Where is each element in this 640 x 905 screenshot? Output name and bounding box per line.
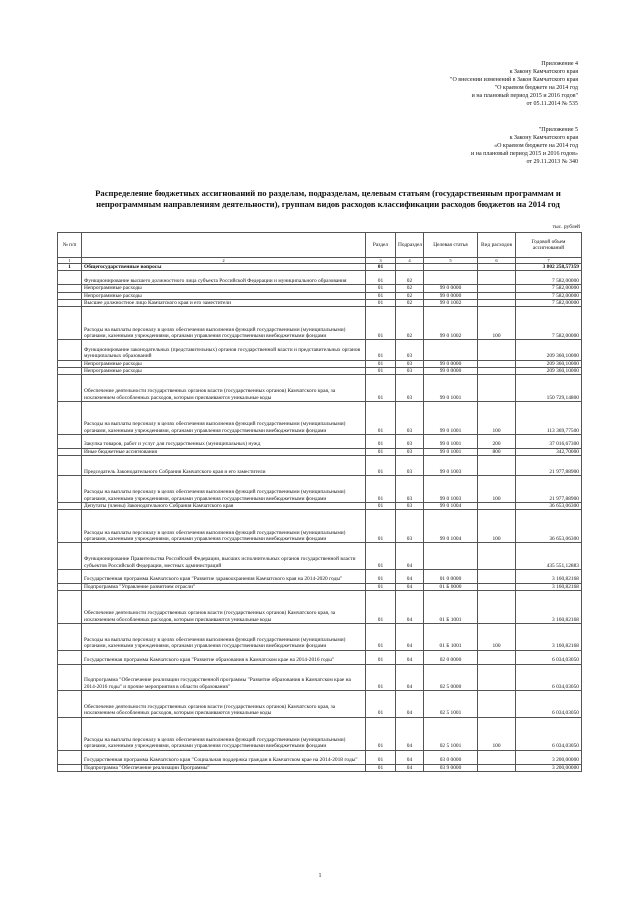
table-row [58, 764, 582, 771]
row-podrazdel: 04 [396, 764, 424, 771]
appendix-4-line: "О краевом бюджете на 2014 год [494, 85, 578, 91]
units-label: тыс. рублей [552, 224, 580, 230]
row-target-article: 02 0 0000 [424, 650, 478, 664]
table-row [58, 340, 582, 360]
row-number [58, 368, 82, 375]
row-number: 1 [58, 264, 82, 271]
row-number [58, 271, 82, 285]
row-podrazdel: 02 [396, 300, 424, 307]
row-podrazdel: 03 [396, 360, 424, 367]
row-razdel: 01 [366, 448, 396, 455]
budget-table [57, 232, 582, 772]
appendix-4-header [450, 60, 578, 108]
row-name: Обеспечение деятельности государственных органов власти (государственных органов) Камчатского края, за исключением обособленных расходов, которым присваиваются уникальные коды [82, 591, 366, 624]
appendix-5-line: «О краевом бюджете на 2014 год [494, 143, 578, 149]
row-name: Депутаты (члены) Законодательного Собрания Камчатского края [82, 503, 366, 510]
row-podrazdel: 02 [396, 271, 424, 285]
table-row [58, 624, 582, 651]
table-row [58, 435, 582, 449]
table-row [58, 503, 582, 510]
row-number [58, 503, 82, 510]
row-expense-type [478, 285, 516, 292]
row-target-article: 01 Б 1001 [424, 624, 478, 651]
row-expense-type [478, 375, 516, 402]
row-razdel: 01 [366, 717, 396, 750]
appendix-4-line: к Закону Камчатского края [509, 69, 578, 75]
document-title: Распределение бюджетных ассигнований по разделам, подразделам, целевым статьям (государственным программам и непрограммным направлениям деятельности), группам видов расходов классификации расходов бюджетов на 2014 год [95, 188, 561, 209]
row-name: Расходы на выплаты персоналу в целях обеспечения выполнения функций государственными (муниципальными) органами, казенными учреждениями, органами управления государственными внебюджетными фондами [82, 624, 366, 651]
row-podrazdel: 02 [396, 285, 424, 292]
row-amount: 36 653,06300 [516, 510, 582, 543]
row-amount: 209 360,10000 [516, 360, 582, 367]
row-expense-type [478, 764, 516, 771]
row-podrazdel: 04 [396, 583, 424, 590]
row-target-article [424, 340, 478, 360]
appendix-5-header [471, 126, 578, 166]
table-row [58, 448, 582, 455]
table-row [58, 750, 582, 764]
row-podrazdel: 04 [396, 691, 424, 718]
row-name: Функционирование высшего должностного лица субъекта Российской Федерации и муниципального образования [82, 271, 366, 285]
row-number [58, 307, 82, 340]
row-razdel: 01 [366, 591, 396, 624]
row-number [58, 764, 82, 771]
row-number [58, 650, 82, 664]
row-number [58, 583, 82, 590]
row-name: Государственная программа Камчатского края "Развитие образования в Камчатском крае на 2014-2016 годы" [82, 650, 366, 664]
row-name: Расходы на выплаты персоналу в целях обеспечения выполнения функций государственными (муниципальными) органами, казенными учреждениями, органами управления государственными внебюджетными фондами [82, 402, 366, 435]
row-podrazdel [396, 264, 424, 271]
table-row [58, 591, 582, 624]
row-amount: 7 582,00000 [516, 285, 582, 292]
row-number [58, 476, 82, 503]
row-expense-type [478, 650, 516, 664]
row-razdel: 01 [366, 650, 396, 664]
row-amount: 36 653,06300 [516, 503, 582, 510]
table-row [58, 570, 582, 584]
appendix-4-line: Приложение 4 [541, 61, 578, 67]
row-expense-type: 100 [478, 624, 516, 651]
row-amount: 3 200,00000 [516, 750, 582, 764]
row-name: Непрограммные расходы [82, 285, 366, 292]
row-razdel: 01 [366, 435, 396, 449]
table-row [58, 583, 582, 590]
col-number: 7 [516, 258, 582, 264]
row-number [58, 570, 82, 584]
row-name: Функционирование законодательных (представительных) органов государственной власти и представительных органов муниципальных образований [82, 340, 366, 360]
row-expense-type [478, 368, 516, 375]
row-name: Государственная программа Камчатского края "Социальная поддержка граждан в Камчатском крае на 2014-2018 годы" [82, 750, 366, 764]
row-target-article: 99 0 1004 [424, 510, 478, 543]
row-name: Непрограммные расходы [82, 292, 366, 299]
row-podrazdel: 04 [396, 717, 424, 750]
row-amount: 3 160,82168 [516, 583, 582, 590]
row-amount: 113 369,77500 [516, 402, 582, 435]
row-name: Закупка товаров, работ и услуг для государственных (муниципальных) нужд [82, 435, 366, 449]
row-podrazdel: 03 [396, 510, 424, 543]
table-row [58, 402, 582, 435]
row-number [58, 717, 82, 750]
row-target-article: 99 0 1003 [424, 456, 478, 476]
row-number [58, 624, 82, 651]
row-expense-type [478, 360, 516, 367]
row-target-article: 02 5 1001 [424, 717, 478, 750]
row-amount: 3 200,00000 [516, 764, 582, 771]
row-amount: 6 034,03050 [516, 650, 582, 664]
row-expense-type: 100 [478, 476, 516, 503]
row-razdel: 01 [366, 456, 396, 476]
row-amount: 7 582,00000 [516, 300, 582, 307]
row-razdel: 01 [366, 271, 396, 285]
row-amount: 6 034,03050 [516, 691, 582, 718]
row-expense-type [478, 664, 516, 691]
row-number [58, 375, 82, 402]
row-target-article: 01 Б 1001 [424, 591, 478, 624]
row-razdel: 01 [366, 292, 396, 299]
row-podrazdel: 04 [396, 624, 424, 651]
row-razdel: 01 [366, 764, 396, 771]
row-razdel: 01 [366, 360, 396, 367]
row-number [58, 664, 82, 691]
row-number [58, 448, 82, 455]
table-row [58, 664, 582, 691]
row-name: Подпрограмма "Обеспечение реализации государственной программы "Развитие образования в Камчатском крае на 2014-2016 годы" и прочие мероприятия в области образования" [82, 664, 366, 691]
row-amount: 6 034,03050 [516, 717, 582, 750]
row-target-article [424, 264, 478, 271]
row-target-article: 01 Б 0000 [424, 583, 478, 590]
row-number [58, 543, 82, 570]
table-row [58, 456, 582, 476]
row-target-article: 99 0 1001 [424, 402, 478, 435]
row-number [58, 691, 82, 718]
row-number [58, 750, 82, 764]
row-name: Непрограммные расходы [82, 368, 366, 375]
row-razdel: 01 [366, 570, 396, 584]
row-target-article: 99 0 1004 [424, 503, 478, 510]
row-target-article: 99 0 0000 [424, 360, 478, 367]
row-expense-type [478, 340, 516, 360]
row-expense-type: 100 [478, 717, 516, 750]
page-number: 1 [318, 873, 322, 879]
row-target-article: 99 0 0000 [424, 285, 478, 292]
row-target-article: 99 0 1001 [424, 375, 478, 402]
row-podrazdel: 03 [396, 456, 424, 476]
appendix-4-line: от 05.11.2014 № 535 [526, 101, 578, 107]
appendix-4-line: "О внесении изменений в Закон Камчатского края [450, 77, 578, 83]
row-name: Обеспечение деятельности государственных органов власти (государственных органов) Камчатского края, за исключением обособленных расходов, которым присваиваются уникальные коды [82, 691, 366, 718]
row-podrazdel: 04 [396, 750, 424, 764]
row-razdel: 01 [366, 664, 396, 691]
table-header-row [58, 233, 582, 258]
col-header-podrazdel: Подраздел [396, 233, 424, 258]
row-target-article [424, 543, 478, 570]
row-number [58, 435, 82, 449]
row-name: Расходы на выплаты персоналу в целях обеспечения выполнения функций государственными (муниципальными) органами, казенными учреждениями, органами управления государственными внебюджетными фондами [82, 510, 366, 543]
row-number [58, 360, 82, 367]
row-podrazdel: 03 [396, 476, 424, 503]
row-number [58, 340, 82, 360]
col-header-num: № п/п [58, 233, 82, 258]
row-amount: 37 016,67300 [516, 435, 582, 449]
row-podrazdel: 03 [396, 340, 424, 360]
row-razdel: 01 [366, 368, 396, 375]
row-amount: 6 034,03050 [516, 664, 582, 691]
row-razdel: 01 [366, 624, 396, 651]
table-row [58, 717, 582, 750]
row-razdel: 01 [366, 543, 396, 570]
row-amount: 435 551,12883 [516, 543, 582, 570]
row-name: Высшее должностное лицо Камчатского края и его заместители [82, 300, 366, 307]
row-podrazdel: 04 [396, 570, 424, 584]
row-number [58, 285, 82, 292]
row-expense-type: 200 [478, 435, 516, 449]
row-expense-type [478, 591, 516, 624]
row-podrazdel: 04 [396, 664, 424, 691]
col-number: 3 [366, 258, 396, 264]
row-expense-type [478, 583, 516, 590]
row-target-article: 99 0 0000 [424, 292, 478, 299]
table-row [58, 285, 582, 292]
row-target-article: 02 5 1001 [424, 691, 478, 718]
row-expense-type [478, 543, 516, 570]
row-target-article: 03 9 0000 [424, 764, 478, 771]
col-number: 1 [58, 258, 82, 264]
row-target-article: 99 0 1002 [424, 300, 478, 307]
appendix-4-line: и на плановый период 2015 и 2016 годов" [471, 93, 578, 99]
row-amount: 21 977,88900 [516, 476, 582, 503]
row-expense-type [478, 456, 516, 476]
table-row [58, 264, 582, 271]
row-razdel: 01 [366, 476, 396, 503]
row-expense-type [478, 750, 516, 764]
row-expense-type: 800 [478, 448, 516, 455]
row-podrazdel: 03 [396, 375, 424, 402]
table-row [58, 360, 582, 367]
col-header-amount: Годовой объем ассигнований [516, 233, 582, 258]
row-podrazdel: 04 [396, 543, 424, 570]
row-name: Иные бюджетные ассигнования [82, 448, 366, 455]
row-razdel: 01 [366, 285, 396, 292]
col-number: 6 [478, 258, 516, 264]
row-name: Функционирование Правительства Российской Федерации, высших исполнительных органов государственной власти субъектов Российской Федерации, местных администраций [82, 543, 366, 570]
row-podrazdel: 02 [396, 307, 424, 340]
row-expense-type: 100 [478, 510, 516, 543]
appendix-5-line: от 29.11.2013 № 340 [526, 159, 578, 165]
row-razdel: 01 [366, 300, 396, 307]
row-razdel: 01 [366, 307, 396, 340]
row-amount: 21 977,88900 [516, 456, 582, 476]
row-name: Непрограммные расходы [82, 360, 366, 367]
row-amount: 7 582,00000 [516, 307, 582, 340]
row-name: Председатель Законодательного Собрания Камчатского края и его заместители [82, 456, 366, 476]
table-row [58, 307, 582, 340]
row-expense-type [478, 570, 516, 584]
row-target-article: 02 5 0000 [424, 664, 478, 691]
table-row [58, 375, 582, 402]
row-name: Расходы на выплаты персоналу в целях обеспечения выполнения функций государственными (муниципальными) органами, казенными учреждениями, органами управления государственными внебюджетными фондами [82, 476, 366, 503]
row-name: Государственная программа Камчатского края "Развитие здравоохранения Камчатского края на 2014-2020 годы" [82, 570, 366, 584]
row-number [58, 300, 82, 307]
row-amount: 150 729,14800 [516, 375, 582, 402]
row-expense-type [478, 503, 516, 510]
row-target-article: 99 0 1001 [424, 448, 478, 455]
row-expense-type [478, 300, 516, 307]
row-podrazdel: 03 [396, 448, 424, 455]
row-number [58, 510, 82, 543]
row-podrazdel: 04 [396, 591, 424, 624]
row-name: Расходы на выплаты персоналу в целях обеспечения выполнения функций государственными (муниципальными) органами, казенными учреждениями, органами управления государственными внебюджетными фондами [82, 717, 366, 750]
col-number: 2 [82, 258, 366, 264]
table-row [58, 691, 582, 718]
row-amount: 209 360,10000 [516, 340, 582, 360]
row-expense-type: 100 [478, 402, 516, 435]
row-target-article: 99 0 1003 [424, 476, 478, 503]
row-name: Общегосударственные вопросы [82, 264, 366, 271]
table-row [58, 271, 582, 285]
row-number [58, 292, 82, 299]
table-row [58, 476, 582, 503]
row-expense-type [478, 292, 516, 299]
row-podrazdel: 03 [396, 402, 424, 435]
row-amount: 209 360,10000 [516, 368, 582, 375]
row-podrazdel: 03 [396, 368, 424, 375]
row-razdel: 01 [366, 264, 396, 271]
appendix-5-line: и на плановый период 2015 и 2016 годов» [471, 151, 578, 157]
row-razdel: 01 [366, 750, 396, 764]
row-expense-type: 100 [478, 307, 516, 340]
row-razdel: 01 [366, 375, 396, 402]
col-header-name [82, 233, 366, 258]
row-target-article: 03 0 0000 [424, 750, 478, 764]
row-name: Подпрограмма "Обеспечение реализации Программы" [82, 764, 366, 771]
row-target-article: 01 0 0000 [424, 570, 478, 584]
row-razdel: 01 [366, 340, 396, 360]
row-razdel: 01 [366, 402, 396, 435]
row-amount: 3 160,82168 [516, 591, 582, 624]
row-podrazdel: 04 [396, 650, 424, 664]
col-number: 4 [396, 258, 424, 264]
row-number [58, 402, 82, 435]
row-target-article [424, 271, 478, 285]
row-name: Подпрограмма "Управление развитием отрасли" [82, 583, 366, 590]
row-number [58, 591, 82, 624]
appendix-5-line: к Закону Камчатского края [509, 135, 578, 141]
row-razdel: 01 [366, 503, 396, 510]
row-amount: 3 802 258,57359 [516, 264, 582, 271]
row-razdel: 01 [366, 510, 396, 543]
row-razdel: 01 [366, 583, 396, 590]
row-amount: 3 160,82168 [516, 570, 582, 584]
table-row [58, 368, 582, 375]
row-podrazdel: 03 [396, 503, 424, 510]
table-row [58, 300, 582, 307]
col-header-cel: Целевая статья [424, 233, 478, 258]
row-target-article: 99 0 1002 [424, 307, 478, 340]
table-row [58, 292, 582, 299]
row-expense-type [478, 264, 516, 271]
row-podrazdel: 02 [396, 292, 424, 299]
row-amount: 342,70000 [516, 448, 582, 455]
row-number [58, 456, 82, 476]
appendix-5-line: "Приложение 5 [538, 127, 578, 133]
col-header-vid: Вид расходов [478, 233, 516, 258]
col-header-razdel: Раздел [366, 233, 396, 258]
row-target-article: 99 0 1001 [424, 435, 478, 449]
row-target-article: 99 0 0000 [424, 368, 478, 375]
table-row [58, 543, 582, 570]
table-row [58, 510, 582, 543]
row-podrazdel: 03 [396, 435, 424, 449]
row-expense-type [478, 691, 516, 718]
row-name: Расходы на выплаты персоналу в целях обеспечения выполнения функций государственными (муниципальными) органами, казенными учреждениями, органами управления государственными внебюджетными фондами [82, 307, 366, 340]
row-name: Обеспечение деятельности государственных органов власти (государственных органов) Камчатского края, за исключением обособленных расходов, которым присваиваются уникальные коды [82, 375, 366, 402]
table-row [58, 650, 582, 664]
row-amount: 7 582,00000 [516, 292, 582, 299]
col-number: 5 [424, 258, 478, 264]
row-razdel: 01 [366, 691, 396, 718]
row-expense-type [478, 271, 516, 285]
row-amount: 7 582,00000 [516, 271, 582, 285]
row-amount: 3 160,82168 [516, 624, 582, 651]
